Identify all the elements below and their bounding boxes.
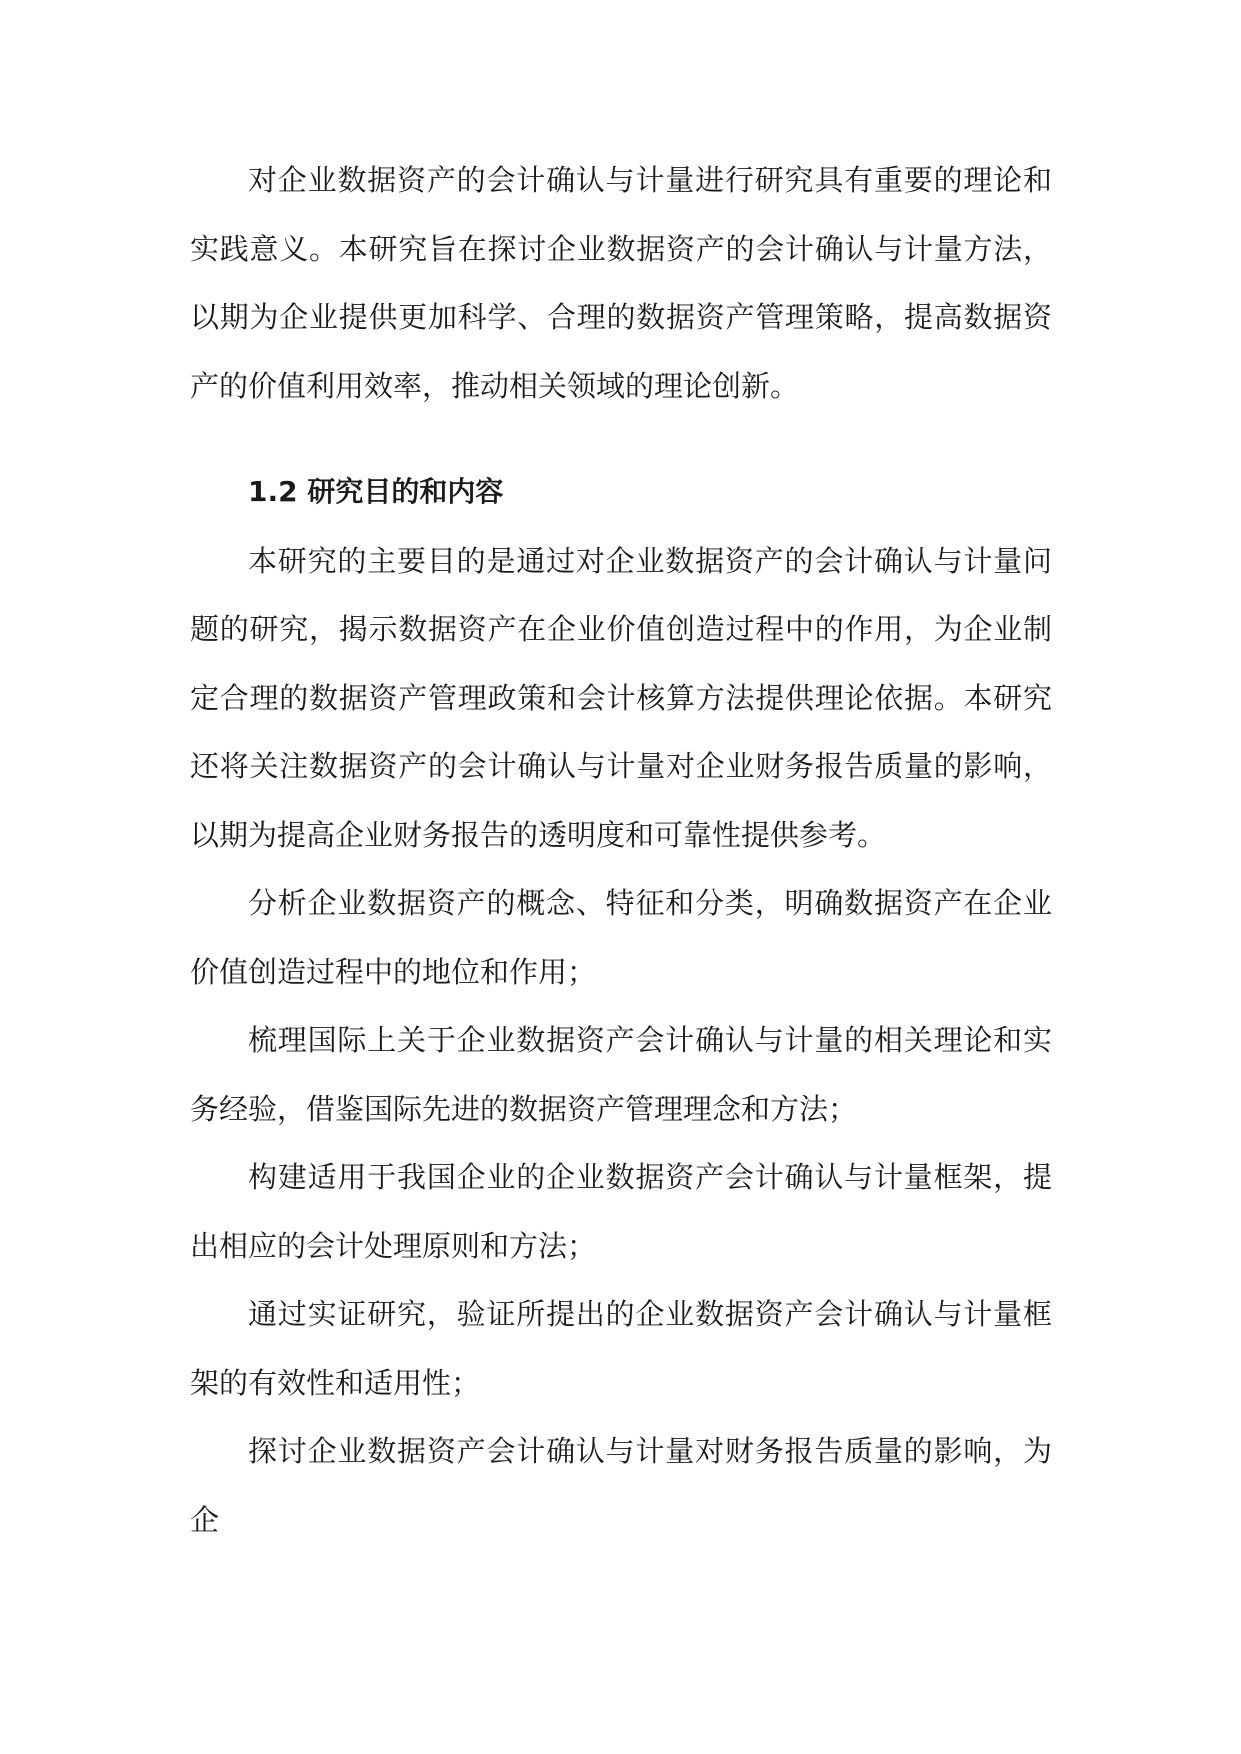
body-paragraph: 通过实证研究，验证所提出的企业数据资产会计确认与计量框架的有效性和适用性； [190, 1297, 1052, 1400]
body-paragraph: 梳理国际上关于企业数据资产会计确认与计量的相关理论和实务经验，借鉴国际先进的数据资产管理理念和方法； [190, 1023, 1052, 1126]
section-spacer [190, 420, 1052, 458]
body-paragraph: 构建适用于我国企业的企业数据资产会计确认与计量框架，提出相应的会计处理原则和方法； [190, 1160, 1052, 1263]
body-paragraph: 本研究的主要目的是通过对企业数据资产的会计确认与计量问题的研究，揭示数据资产在企业价值创造过程中的作用，为企业制定合理的数据资产管理政策和会计核算方法提供理论依据。本研究还将关注数据资产的会计确认与计量对企业财务报告质量的影响，以期为提高企业财务报告的透明度和可靠性提供参考。 [190, 543, 1052, 852]
body-paragraph: 对企业数据资产的会计确认与计量进行研究具有重要的理论和实践意义。本研究旨在探讨企业数据资产的会计确认与计量方法，以期为企业提供更加科学、合理的数据资产管理策略，提高数据资产的价值利用效率，推动相关领域的理论创新。 [190, 163, 1052, 403]
document-body [190, 146, 1052, 1554]
body-paragraph: 分析企业数据资产的概念、特征和分类，明确数据资产在企业价值创造过程中的地位和作用； [190, 886, 1052, 989]
section-heading: 1.2 研究目的和内容 [248, 475, 504, 508]
body-paragraph: 探讨企业数据资产会计确认与计量对财务报告质量的影响，为企 [190, 1434, 1052, 1537]
